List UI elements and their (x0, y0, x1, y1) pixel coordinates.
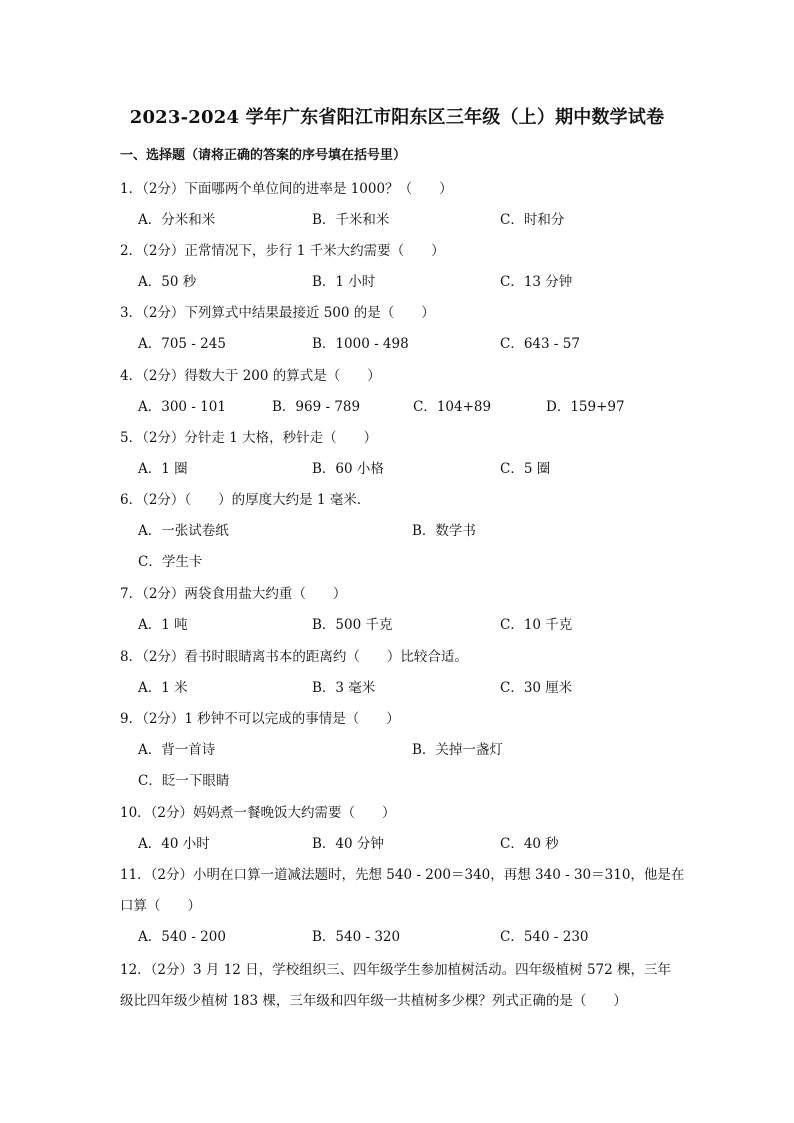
q6-option-b: B．数学书 (412, 523, 476, 539)
q10-option-c: C．40 秒 (500, 836, 559, 852)
q2-option-a: A．50 秒 (138, 274, 197, 290)
q4-option-b: B．969 - 789 (272, 399, 361, 415)
q9-option-c: C．眨一下眼睛 (138, 773, 230, 789)
q4-option-a: A．300 - 101 (138, 399, 226, 415)
q7-option-b: B．500 千克 (312, 617, 393, 633)
question-1: 1．（2分）下面哪两个单位间的进率是 1000？（ ） (120, 181, 453, 197)
q1-option-b: B．千米和米 (312, 212, 390, 228)
question-5: 5．（2分）分针走 1 大格，秒针走（ ） (120, 430, 378, 446)
q2-option-c: C．13 分钟 (500, 274, 573, 290)
page-title: 2023-2024 学年广东省阳江市阳东区三年级（上）期中数学试卷 (129, 107, 665, 128)
q10-option-b: B．40 分钟 (312, 836, 384, 852)
q2-option-b: B．1 小时 (312, 274, 376, 290)
q3-option-c: C．643 - 57 (500, 336, 580, 352)
q3-option-a: A．705 - 245 (138, 336, 226, 352)
q4-option-c: C．104+89 (413, 399, 492, 415)
question-12-continued: 级比四年级少植树 183 棵，三年级和四年级一共植树多少棵？列式正确的是（ ） (120, 993, 627, 1009)
q1-option-a: A．分米和米 (138, 212, 216, 228)
q4-option-d: D．159+97 (546, 399, 625, 415)
q5-option-c: C．5 圈 (500, 461, 551, 477)
q11-option-b: B．540 - 320 (312, 929, 401, 945)
question-9: 9．（2分）1 秒钟不可以完成的事情是（ ） (120, 711, 400, 727)
q11-option-c: C．540 - 230 (500, 929, 589, 945)
q7-option-c: C．10 千克 (500, 617, 573, 633)
question-4: 4．（2分）得数大于 200 的算式是（ ） (120, 368, 381, 384)
question-12: 12．（2分）3 月 12 日，学校组织三、四年级学生参加植树活动。四年级植树 572 棵，三年 (120, 962, 672, 978)
question-3: 3．（2分）下列算式中结果最接近 500 的是（ ） (120, 305, 435, 321)
q10-option-a: A．40 小时 (138, 836, 210, 852)
q9-option-b: B．关掉一盏灯 (412, 742, 503, 758)
q5-option-b: B．60 小格 (312, 461, 384, 477)
q8-option-a: A．1 米 (138, 680, 188, 696)
q3-option-b: B．1000 - 498 (312, 336, 409, 352)
question-11-continued: 口算（ ） (120, 898, 201, 914)
question-2: 2．（2分）正常情况下，步行 1 千米大约需要（ ） (120, 243, 445, 259)
question-11: 11．（2分）小明在口算一道减法题时，先想 540 - 200＝340，再想 340 - 30＝310，他是在 (120, 867, 685, 883)
q8-option-c: C．30 厘米 (500, 680, 573, 696)
question-6: 6．（2分）（ ）的厚度大约是 1 毫米． (120, 492, 371, 508)
q6-option-a: A．一张试卷纸 (138, 523, 229, 539)
q1-option-c: C．时和分 (500, 212, 565, 228)
q6-option-c: C．学生卡 (138, 554, 203, 570)
section-heading: 一、选择题（请将正确的答案的序号填在括号里） (120, 148, 407, 163)
question-10: 10．（2分）妈妈煮一餐晚饭大约需要（ ） (120, 805, 396, 821)
q7-option-a: A．1 吨 (138, 617, 188, 633)
question-7: 7．（2分）两袋食用盐大约重（ ） (120, 586, 347, 602)
q9-option-a: A．背一首诗 (138, 742, 216, 758)
q11-option-a: A．540 - 200 (138, 929, 226, 945)
q8-option-b: B．3 毫米 (312, 680, 376, 696)
question-8: 8．（2分）看书时眼睛离书本的距离约（ ）比较合适。 (120, 649, 468, 665)
q5-option-a: A．1 圈 (138, 461, 188, 477)
